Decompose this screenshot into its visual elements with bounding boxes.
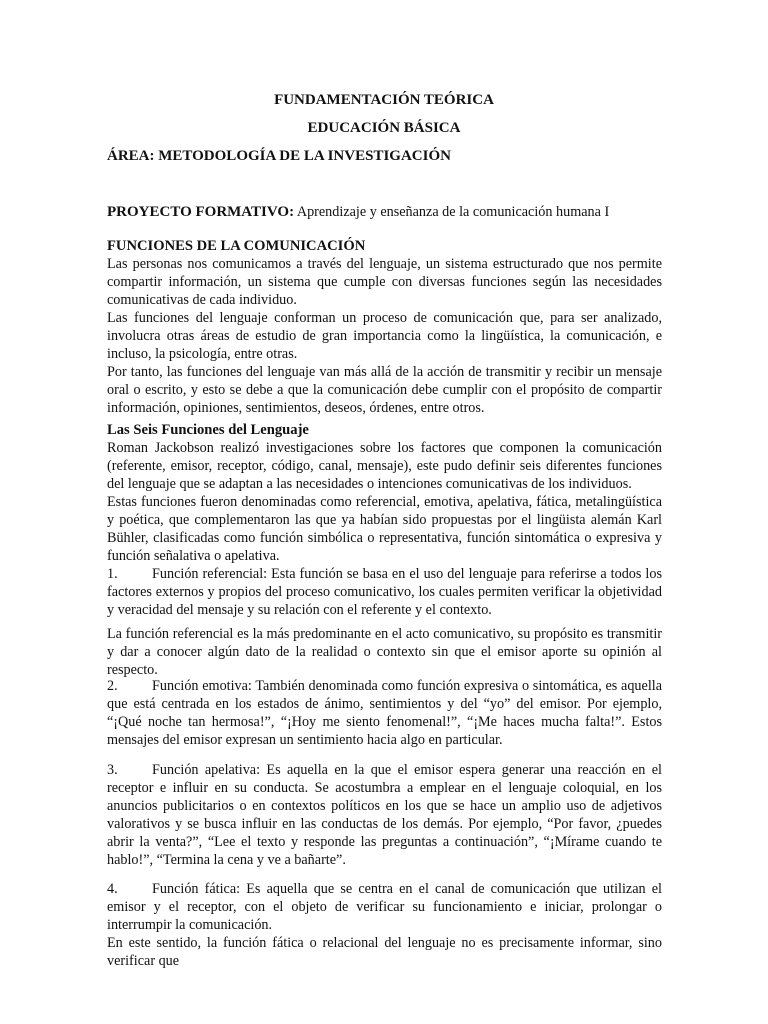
list-text: Función emotiva: También denominada como función expresiva o sintomática, es aquella que está centrada en los estados de ánimo, sentimientos y del “yo” del emisor. Por ejemplo, “¡Qué noche tan hermosa!”, “¡Hoy me siento fenomenal!”, “¡Me haces mucha falta!”. Estos mensajes del emisor expresan un sentimiento hacia algo en particular.: [107, 678, 662, 748]
section-seis-funciones: [107, 421, 662, 619]
section-funciones: [107, 237, 662, 417]
item-fatica: [107, 880, 662, 970]
list-text: Función apelativa: Es aquella en la que el emisor espera generar una reacción en el receptor e influir en su conducta. Se acostumbra a emplear en el lenguaje coloquial, en los anuncios publicitarios o en contextos políticos en los que se hace un amplio uso de adjetivos valorativos y se busca influir en las conductas de los demás. Por ejemplo, “Por favor, ¿puedes abrir la venta?”, “Lee el texto y responde las preguntas a continuación”, “¡Mírame cuando te hablo!”, “Termina la cena y ve a bañarte”.: [107, 762, 662, 868]
paragraph-referencial: [107, 625, 662, 679]
list-item: [107, 565, 662, 619]
paragraph: Estas funciones fueron denominadas como referencial, emotiva, apelativa, fática, metalingüística y poética, que complementaron las que ya habían sido propuestas por el lingüista alemán Karl Bühler, clasificadas como función simbólica o representativa, función sintomática o expresiva y función señalativa o apelativa.: [107, 494, 662, 564]
proyecto-label: PROYECTO FORMATIVO:: [107, 204, 295, 220]
document-title: FUNDAMENTACIÓN TEÓRICA: [274, 92, 494, 108]
paragraph: La función referencial es la más predominante en el acto comunicativo, su propósito es transmitir y dar a conocer algún dato de la realidad o contexto sin que el emisor aporte su opinión al respecto.: [107, 626, 662, 678]
proyecto-value: Aprendizaje y enseñanza de la comunicación humana I: [294, 204, 610, 220]
paragraph: Las funciones del lenguaje conforman un proceso de comunicación que, para ser analizado, involucra otras áreas de estudio de gran importancia como la lingüística, la comunicación, e incluso, la psicología, entre otras.: [107, 310, 662, 362]
area-heading: ÁREA: METODOLOGÍA DE LA INVESTIGACIÓN: [107, 148, 451, 164]
list-number: 2.: [107, 678, 118, 694]
list-number: 1.: [107, 566, 118, 582]
item-emotiva: [107, 677, 662, 749]
document-subtitle: EDUCACIÓN BÁSICA: [307, 120, 461, 136]
item-apelativa: [107, 761, 662, 869]
list-number: 4.: [107, 881, 118, 897]
paragraph: En este sentido, la función fática o relacional del lenguaje no es precisamente informar, sino verificar que: [107, 935, 662, 969]
list-item: [107, 880, 662, 934]
proyecto-line: [107, 203, 662, 221]
list-text: Función fática: Es aquella que se centra en el canal de comunicación que utilizan el emisor y el receptor, con el objeto de verificar su funcionamiento e iniciar, prolongar o interrumpir la comunicación.: [107, 881, 662, 933]
section-title: Las Seis Funciones del Lenguaje: [107, 422, 309, 438]
list-item: [107, 677, 662, 749]
section-title: FUNCIONES DE LA COMUNICACIÓN: [107, 238, 366, 254]
list-number: 3.: [107, 762, 118, 778]
list-item: [107, 761, 662, 869]
paragraph: Por tanto, las funciones del lenguaje van más allá de la acción de transmitir y recibir un mensaje oral o escrito, y esto se debe a que la comunicación debe cumplir con el propósito de compartir información, opiniones, sentimientos, deseos, órdenes, entre otros.: [107, 364, 662, 416]
paragraph: Las personas nos comunicamos a través del lenguaje, un sistema estructurado que nos permite compartir información, un sistema que cumple con diversas funciones según las necesidades comunicativas de cada individuo.: [107, 256, 662, 308]
paragraph: Roman Jackobson realizó investigaciones sobre los factores que componen la comunicación (referente, emisor, receptor, código, canal, mensaje), este pudo definir seis diferentes funciones del lenguaje que se adaptan a las necesidades o intenciones comunicativas de los individuos.: [107, 440, 662, 492]
list-text: Función referencial: Esta función se basa en el uso del lenguaje para referirse a todos los factores externos y propios del proceso comunicativo, los cuales permiten verificar la objetividad y veracidad del mensaje y su relación con el referente y el contexto.: [107, 566, 662, 618]
